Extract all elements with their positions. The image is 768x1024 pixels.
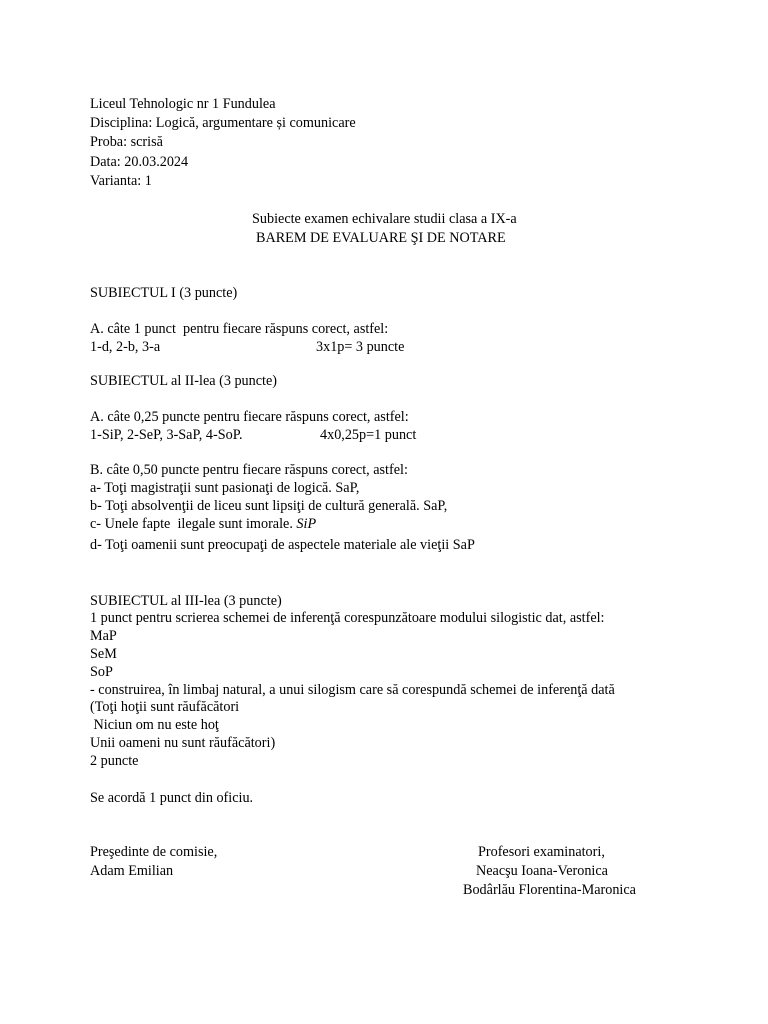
examiner-2-name: Bodârlău Florentina-Maronica	[463, 882, 636, 898]
subject-2-b-item-c	[90, 515, 316, 533]
school-name: Liceul Tehnologic nr 1 Fundulea	[90, 96, 276, 112]
subject-2-b-item-b: b- Toţi absolvenţii de liceu sunt lipsiţi de cultură generală. SaP,	[90, 498, 448, 514]
office-point-line: Se acordă 1 punct din oficiu.	[90, 790, 254, 806]
subject-2-a-answers: 1-SiP, 2-SeP, 3-SaP, 4-SoP.	[90, 427, 243, 443]
scheme-premise-major: MaP	[90, 628, 117, 644]
examiners-label: Profesori examinatori,	[478, 844, 605, 860]
subject-1-heading: SUBIECTUL I (3 puncte)	[90, 285, 238, 301]
subject-1-a-answers: 1-d, 2-b, 3-a	[90, 339, 161, 355]
title-line-1: Subiecte examen echivalare studii clasa a IX-a	[252, 211, 517, 227]
subject-2-a-total: 4x0,25p=1 punct	[320, 427, 417, 443]
subject-3-point-line: 1 punct pentru scrierea schemei de inferenţă corespunzătoare modului silogistic dat, astfel:	[90, 610, 605, 626]
subject-2-b-item-c-answer: SiP	[296, 516, 317, 532]
date-line: Data: 20.03.2024	[90, 154, 189, 170]
discipline-line: Disciplina: Logică, argumentare și comunicare	[90, 115, 356, 131]
subject-2-heading: SUBIECTUL al II-lea (3 puncte)	[90, 373, 278, 389]
title-line-2: BAREM DE EVALUARE ŞI DE NOTARE	[256, 230, 506, 246]
subject-2-a-intro: A. câte 0,25 puncte pentru fiecare răspuns corect, astfel:	[90, 409, 409, 425]
subject-3-heading: SUBIECTUL al III-lea (3 puncte)	[90, 593, 282, 609]
scheme-conclusion: SoP	[90, 664, 113, 680]
subject-1-a-total: 3x1p= 3 puncte	[316, 339, 405, 355]
variant-line: Varianta: 1	[90, 173, 152, 189]
president-name: Adam Emilian	[90, 863, 174, 879]
subject-1-a-intro: A. câte 1 punct pentru fiecare răspuns corect, astfel:	[90, 321, 389, 337]
exam-type-line: Proba: scrisă	[90, 134, 163, 150]
example-line-1: (Toţi hoţii sunt răufăcători	[90, 699, 240, 715]
subject-2-b-intro: B. câte 0,50 puncte pentru fiecare răspuns corect, astfel:	[90, 462, 408, 478]
examiner-1-name: Neacşu Ioana-Veronica	[476, 863, 608, 879]
example-line-3: Unii oameni nu sunt răufăcători)	[90, 735, 276, 751]
subject-3-points: 2 puncte	[90, 753, 139, 769]
example-line-2: Niciun om nu este hoţ	[90, 717, 219, 733]
scheme-premise-minor: SeM	[90, 646, 117, 662]
subject-2-b-item-a: a- Toţi magistraţii sunt pasionaţi de logică. SaP,	[90, 480, 360, 496]
subject-2-b-item-d: d- Toţi oamenii sunt preocupaţi de aspectele materiale ale vieţii SaP	[90, 537, 475, 553]
subject-3-construct-line: - construirea, în limbaj natural, a unui silogism care să corespundă schemei de inferenţă dată	[90, 682, 615, 698]
president-label: Preşedinte de comisie,	[90, 844, 218, 860]
subject-2-b-item-c-text: c- Unele fapte ilegale sunt imorale.	[90, 516, 297, 532]
